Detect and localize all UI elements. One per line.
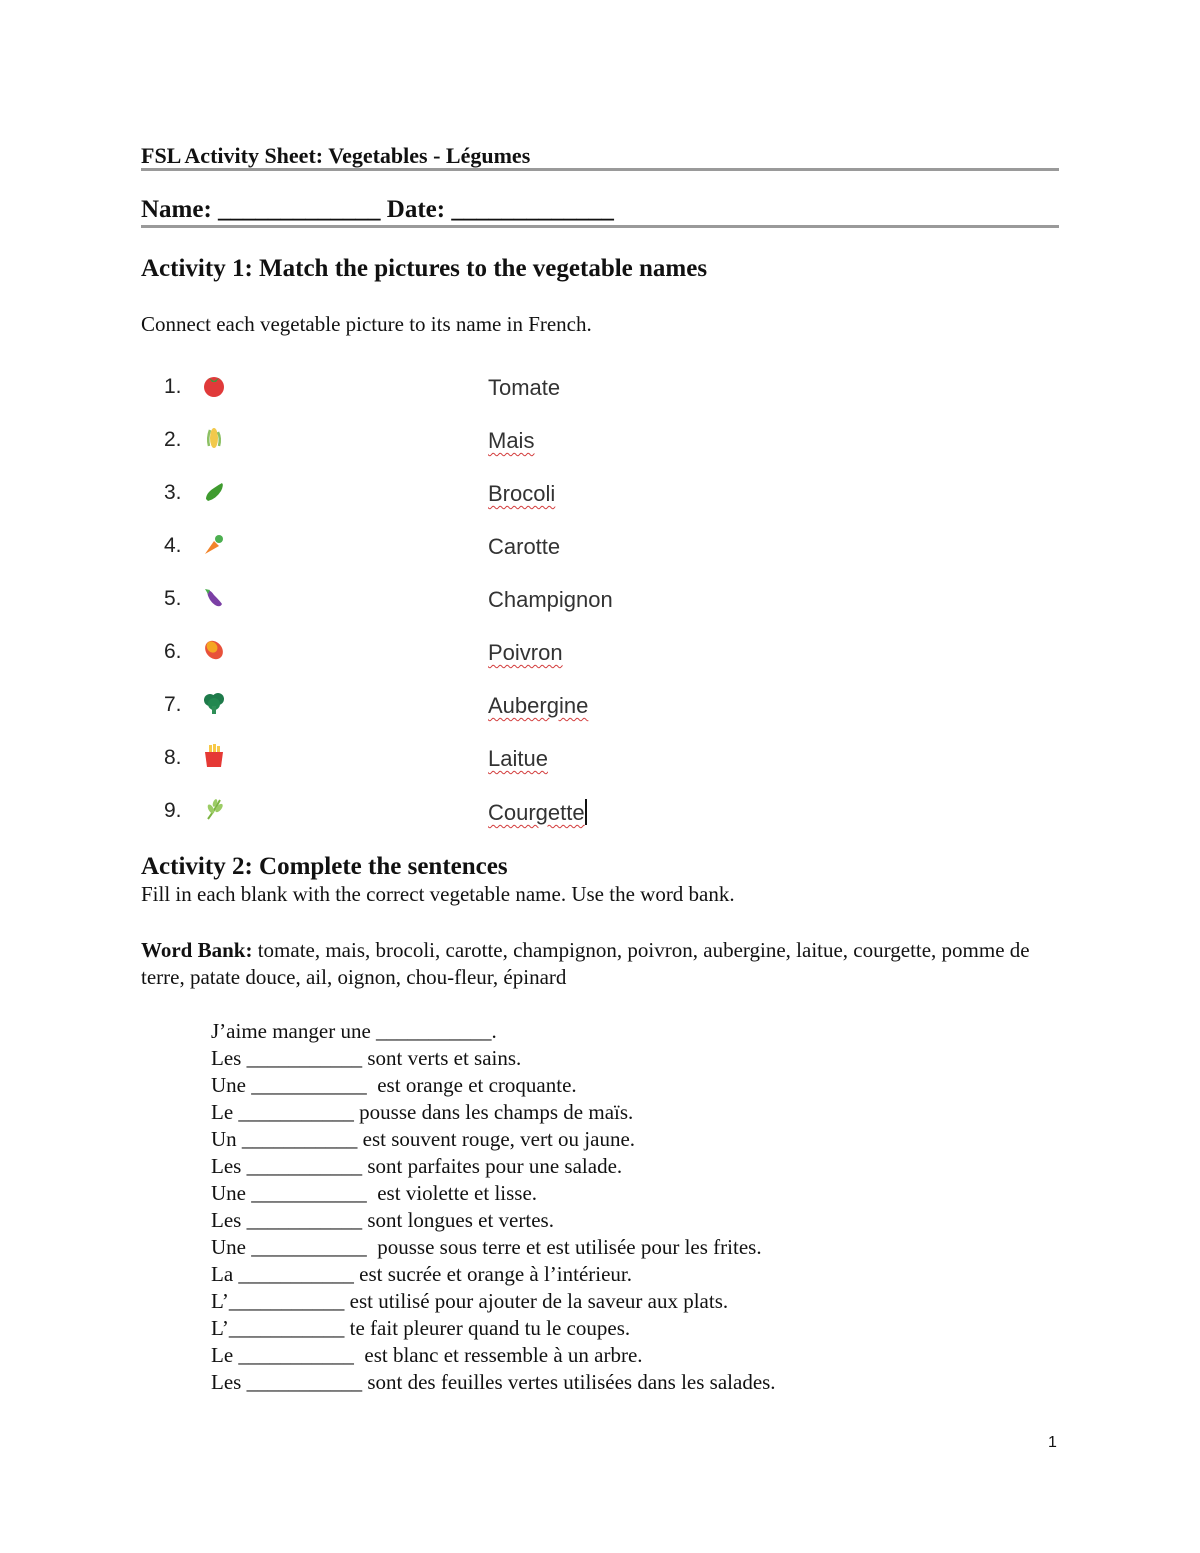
sheet-title: FSL Activity Sheet: Vegetables - Légumes bbox=[141, 143, 531, 168]
eggplant-icon bbox=[200, 583, 228, 611]
activity1-instruction: Connect each vegetable picture to its name in French. bbox=[141, 312, 592, 336]
page-number: 1 bbox=[1048, 1434, 1057, 1451]
sentence-text: Les ___________ sont parfaites pour une salade. bbox=[211, 1154, 623, 1178]
word-bank bbox=[141, 937, 1061, 991]
match-item bbox=[0, 375, 1200, 415]
match-number: 8. bbox=[164, 746, 182, 769]
activity2-heading: Activity 2: Complete the sentences bbox=[141, 853, 508, 880]
match-number: 3. bbox=[164, 481, 182, 504]
match-item bbox=[0, 481, 1200, 521]
match-number: 9. bbox=[164, 799, 182, 822]
match-word: Tomate bbox=[488, 375, 561, 400]
word-bank-label: Word Bank: bbox=[141, 938, 253, 962]
match-word: Carotte bbox=[488, 534, 561, 559]
match-number: 1. bbox=[164, 375, 182, 398]
title-rule bbox=[141, 168, 1059, 171]
sentence-text: Les ___________ sont longues et vertes. bbox=[211, 1208, 554, 1232]
fries-icon bbox=[200, 742, 228, 770]
match-number: 4. bbox=[164, 534, 182, 557]
sentence-text: J’aime manger une ___________. bbox=[211, 1019, 497, 1043]
sentence-text: Les ___________ sont verts et sains. bbox=[211, 1046, 522, 1070]
word-bank-list: tomate, mais, brocoli, carotte, champignon, poivron, aubergine, laitue, courgette, pomme de terre, patate douce, ail, oignon, chou-fleur, épinard bbox=[141, 938, 1030, 989]
name-date-rule bbox=[141, 225, 1059, 228]
carrot-icon bbox=[200, 530, 228, 558]
name-date-line: Name: _____________ Date: _____________ bbox=[141, 196, 614, 223]
match-item bbox=[0, 693, 1200, 733]
herb-icon bbox=[200, 795, 228, 823]
tomato-icon bbox=[200, 371, 228, 399]
match-number: 5. bbox=[164, 587, 182, 610]
match-word-with-cursor bbox=[488, 799, 587, 826]
activity2-instruction: Fill in each blank with the correct vegetable name. Use the word bank. bbox=[141, 882, 735, 906]
match-word: Poivron bbox=[488, 640, 563, 665]
sentence-text: Le ___________ est blanc et ressemble à un arbre. bbox=[211, 1343, 643, 1367]
corn-icon bbox=[200, 424, 228, 452]
match-word: Courgette bbox=[488, 800, 585, 825]
match-number: 6. bbox=[164, 640, 182, 663]
activity1-heading: Activity 1: Match the pictures to the vegetable names bbox=[141, 255, 708, 282]
sweet-potato-icon bbox=[200, 636, 228, 664]
sentence-text: La ___________ est sucrée et orange à l’intérieur. bbox=[211, 1262, 633, 1286]
sentence-text: L’___________ te fait pleurer quand tu le coupes. bbox=[211, 1316, 631, 1340]
sentence-text: Le ___________ pousse dans les champs de maïs. bbox=[211, 1100, 634, 1124]
sentence-text: L’___________ est utilisé pour ajouter de la saveur aux plats. bbox=[211, 1289, 729, 1313]
text-cursor bbox=[585, 799, 587, 825]
match-number: 2. bbox=[164, 428, 182, 451]
match-item bbox=[0, 534, 1200, 574]
match-item bbox=[0, 640, 1200, 680]
match-word: Mais bbox=[488, 428, 535, 453]
match-item bbox=[0, 746, 1200, 786]
sentence-text: Une ___________ pousse sous terre et est utilisée pour les frites. bbox=[211, 1235, 762, 1259]
cucumber-icon bbox=[200, 477, 228, 505]
broccoli-icon bbox=[200, 689, 228, 717]
match-number: 7. bbox=[164, 693, 182, 716]
match-word: Aubergine bbox=[488, 693, 589, 718]
match-word: Brocoli bbox=[488, 481, 556, 506]
sentence-text: Les ___________ sont des feuilles vertes utilisées dans les salades. bbox=[211, 1370, 776, 1394]
match-item bbox=[0, 428, 1200, 468]
sentence-text: Une ___________ est orange et croquante. bbox=[211, 1073, 577, 1097]
match-word: Champignon bbox=[488, 587, 613, 612]
match-item bbox=[0, 799, 1200, 839]
sentence-text: Une ___________ est violette et lisse. bbox=[211, 1181, 538, 1205]
sentence-text: Un ___________ est souvent rouge, vert ou jaune. bbox=[211, 1127, 636, 1151]
match-item bbox=[0, 587, 1200, 627]
match-word: Laitue bbox=[488, 746, 548, 771]
